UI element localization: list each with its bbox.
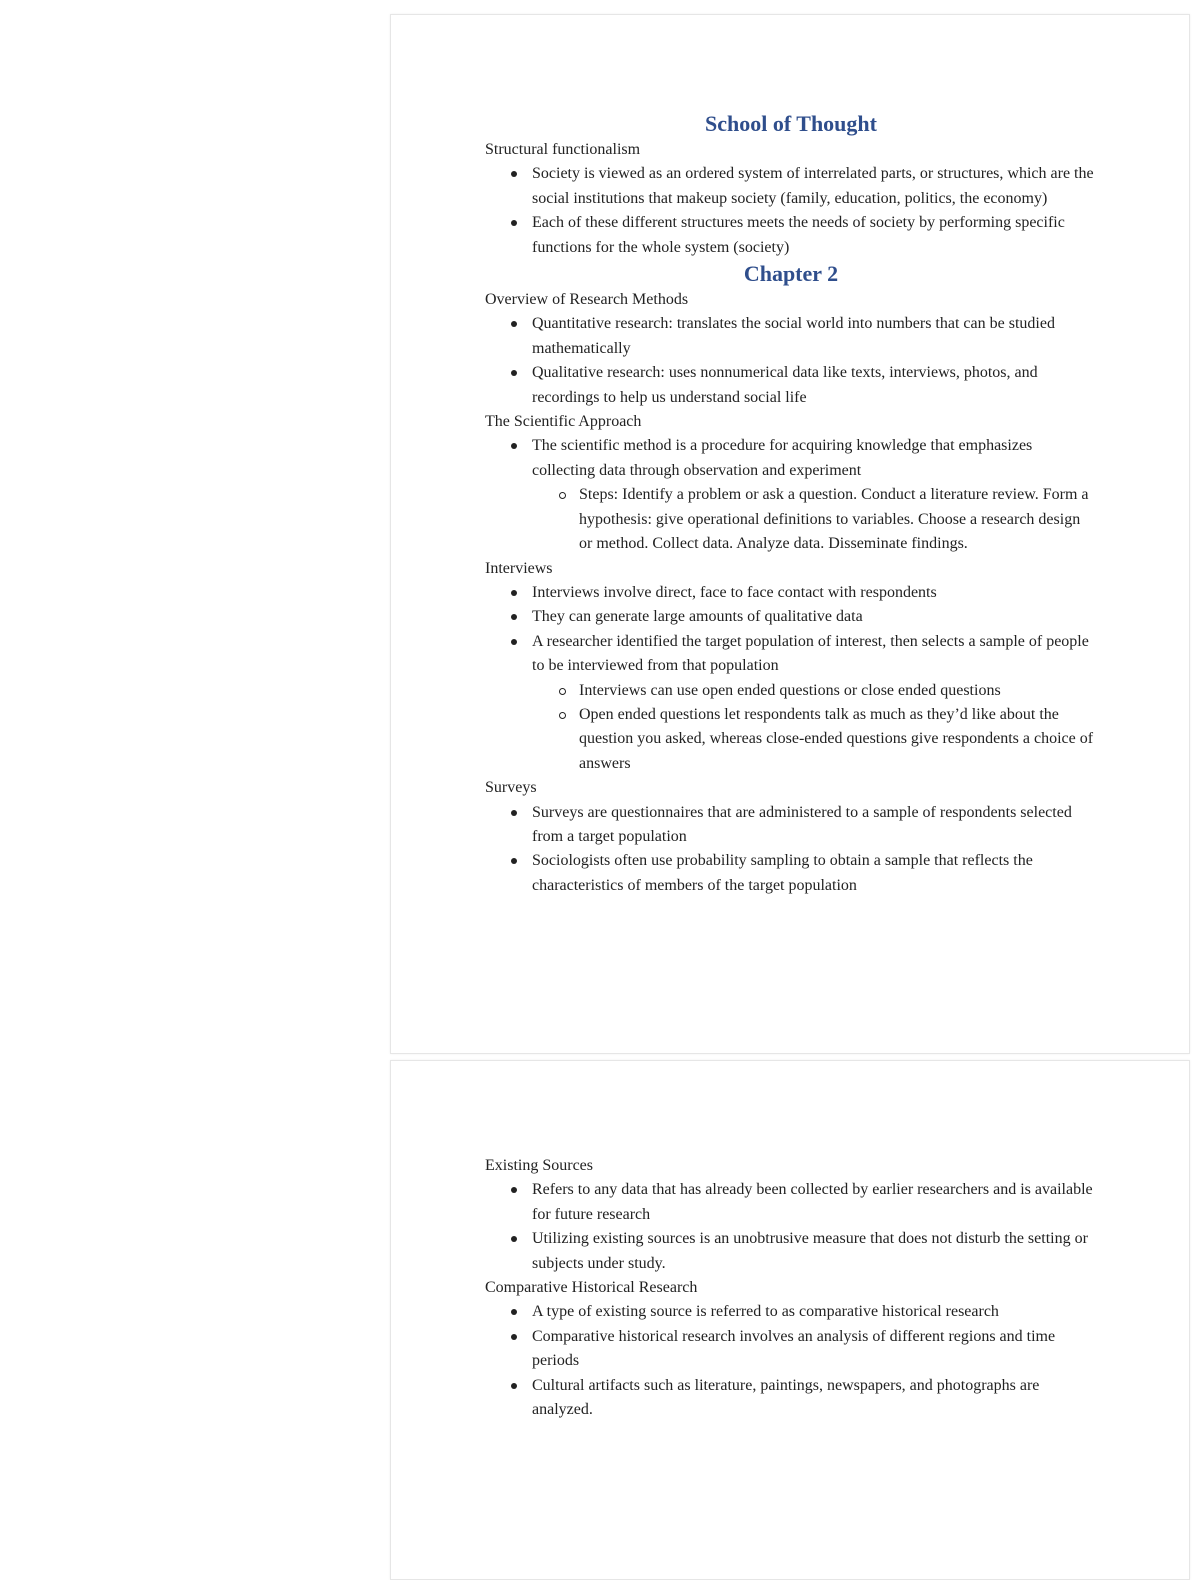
section-label-interviews: Interviews xyxy=(485,559,553,577)
sub-list-item: Open ended questions let respondents talk as much as they’d like about the question you asked, whereas close-ended questions give respondents a choice of answers xyxy=(532,703,1097,776)
structural-functionalism-list xyxy=(485,162,1097,260)
list-item: Comparative historical research involves an analysis of different regions and time periods xyxy=(485,1325,1097,1374)
page-1-content xyxy=(485,110,1097,898)
list-item: Cultural artifacts such as literature, paintings, newspapers, and photographs are analyzed. xyxy=(485,1374,1097,1423)
document-page-1 xyxy=(390,14,1190,1054)
scientific-approach-sub-list xyxy=(532,483,1097,556)
list-item: Refers to any data that has already been collected by earlier researchers and is available for future research xyxy=(485,1178,1097,1227)
comparative-historical-research-list xyxy=(485,1300,1097,1422)
list-item-text: A researcher identified the target population of interest, then selects a sample of people to be interviewed from that population xyxy=(532,632,1089,675)
sub-list-item: Interviews can use open ended questions or close ended questions xyxy=(532,679,1097,703)
page-2-content xyxy=(485,1154,1097,1422)
list-item: They can generate large amounts of qualitative data xyxy=(485,605,1097,629)
section-label-surveys: Surveys xyxy=(485,779,537,797)
list-item xyxy=(485,630,1097,776)
list-item xyxy=(485,434,1097,556)
list-item: Qualitative research: uses nonnumerical data like texts, interviews, photos, and recordings to help us understand social life xyxy=(485,361,1097,410)
scientific-approach-list xyxy=(485,434,1097,556)
section-label-structural-functionalism: Structural functionalism xyxy=(485,141,641,158)
list-item-text: The scientific method is a procedure for acquiring knowledge that emphasizes collecting data through observation and experiment xyxy=(532,437,1033,479)
list-item: Each of these different structures meets the needs of society by performing specific functions for the whole system (society) xyxy=(485,211,1097,260)
interviews-list xyxy=(485,581,1097,776)
heading-chapter-2: Chapter 2 xyxy=(743,261,839,287)
list-item: Utilizing existing sources is an unobtrusive measure that does not disturb the setting or subjects under study. xyxy=(485,1227,1097,1276)
existing-sources-list xyxy=(485,1178,1097,1276)
section-label-existing-sources: Existing Sources xyxy=(485,1157,593,1174)
section-label-comparative-historical-research: Comparative Historical Research xyxy=(485,1279,698,1297)
list-item: Society is viewed as an ordered system of interrelated parts, or structures, which are the social institutions that makeup society (family, education, politics, the economy) xyxy=(485,162,1097,211)
list-item: Quantitative research: translates the social world into numbers that can be studied mathematically xyxy=(485,312,1097,361)
heading-school-of-thought: School of Thought xyxy=(705,111,877,136)
list-item: Surveys are questionnaires that are administered to a sample of respondents selected from a target population xyxy=(485,801,1097,850)
interviews-sub-list xyxy=(532,679,1097,777)
section-label-overview-of-research-methods: Overview of Research Methods xyxy=(485,291,689,309)
list-item: A type of existing source is referred to as comparative historical research xyxy=(485,1300,1097,1324)
document-page-2 xyxy=(390,1060,1190,1580)
surveys-list xyxy=(485,801,1097,899)
list-item: Sociologists often use probability sampling to obtain a sample that reflects the characteristics of members of the target population xyxy=(485,849,1097,898)
section-label-scientific-approach: The Scientific Approach xyxy=(485,413,642,431)
list-item: Interviews involve direct, face to face contact with respondents xyxy=(485,581,1097,605)
sub-list-item: Steps: Identify a problem or ask a question. Conduct a literature review. Form a hypothesis: give operational definitions to variables. Choose a research design or method. Collect data. Analyze data. Disseminate findings. xyxy=(532,483,1097,556)
overview-research-methods-list xyxy=(485,312,1097,410)
